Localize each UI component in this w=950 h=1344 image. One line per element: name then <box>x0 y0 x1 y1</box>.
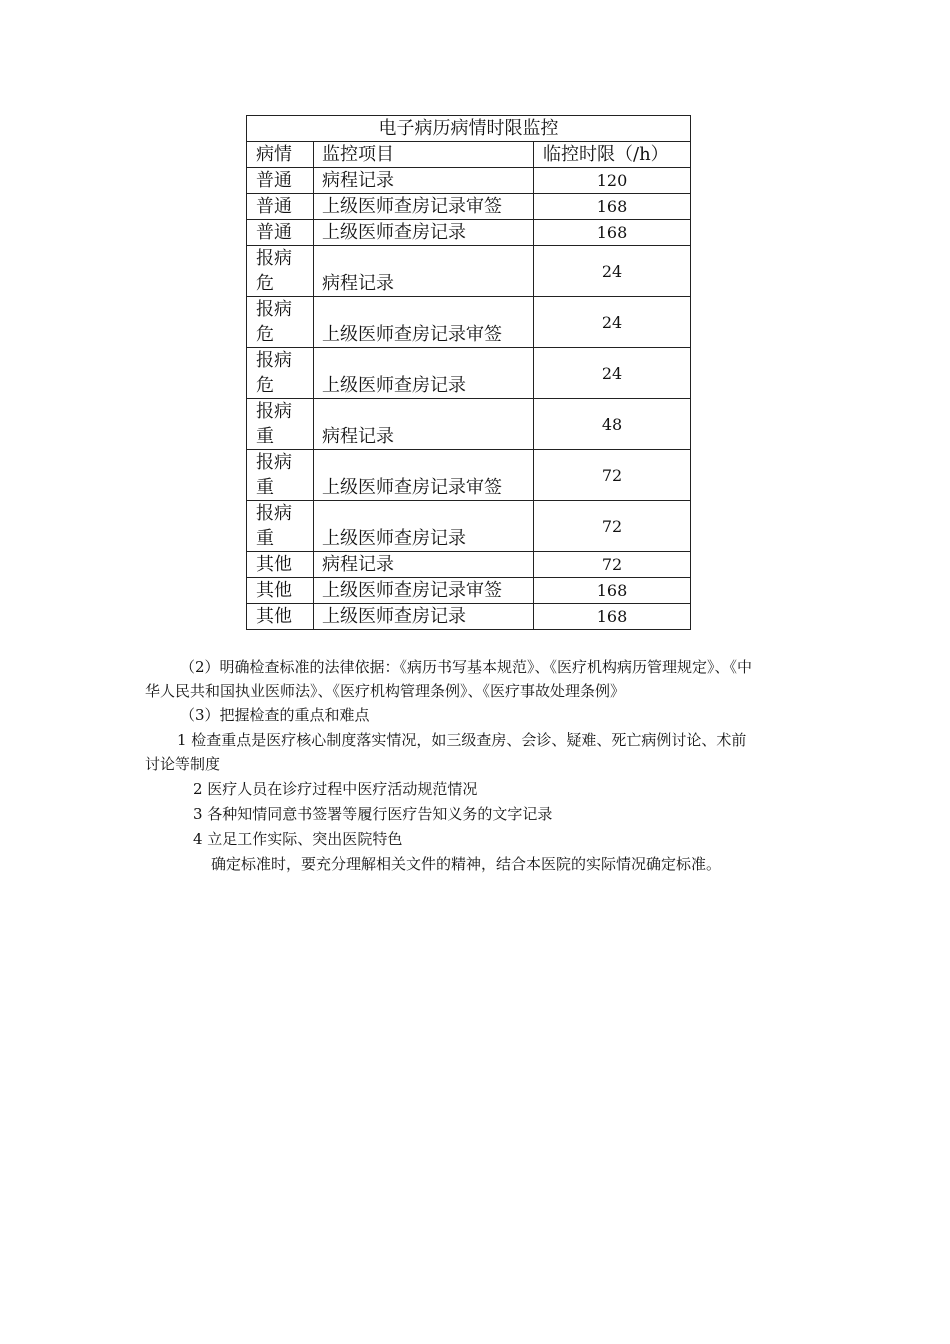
condition-line: 危 <box>256 273 274 294</box>
row-limit: 168 <box>534 194 691 220</box>
legal-basis-line2: 华人民共和国执业医师法》、《医疗机构管理条例》、《医疗事故处理条例》 <box>145 682 626 700</box>
row-limit: 72 <box>534 552 691 578</box>
header-limit: 临控时限（/h） <box>534 142 691 168</box>
row-limit: 120 <box>534 168 691 194</box>
table-row <box>247 246 691 297</box>
table-header-row <box>247 142 691 168</box>
row-limit: 72 <box>534 501 691 552</box>
table-row <box>247 220 691 246</box>
row-condition: 普通 <box>247 194 314 220</box>
table-row <box>247 194 691 220</box>
row-item: 病程记录 <box>314 399 534 450</box>
focus-item-4: 4 立足工作实际、突出医院特色 <box>193 830 403 848</box>
row-condition <box>247 246 314 297</box>
row-limit: 168 <box>534 578 691 604</box>
row-condition <box>247 348 314 399</box>
row-limit: 168 <box>534 604 691 630</box>
row-condition <box>247 399 314 450</box>
row-limit: 24 <box>534 348 691 399</box>
condition-line: 重 <box>256 426 274 447</box>
row-condition <box>247 501 314 552</box>
row-limit: 72 <box>534 450 691 501</box>
condition-line: 报病 <box>256 401 292 422</box>
condition-line: 重 <box>256 477 274 498</box>
focus-item-3: 3 各种知情同意书签署等履行医疗告知义务的文字记录 <box>193 805 553 823</box>
legal-basis-line1: （2）明确检查标准的法律依据：《病历书写基本规范》、《医疗机构病历管理规定》、《中 <box>180 658 753 676</box>
focus-heading: （3）把握检查的重点和难点 <box>180 706 370 724</box>
row-condition <box>247 450 314 501</box>
condition-line: 危 <box>256 375 274 396</box>
focus-item-1-line1: 1 检查重点是医疗核心制度落实情况，如三级查房、会诊、疑难、死亡病例讨论、术前 <box>177 731 747 749</box>
focus-item-1-line2: 讨论等制度 <box>145 755 221 773</box>
row-item: 上级医师查房记录 <box>314 220 534 246</box>
table-row <box>247 399 691 450</box>
table-row <box>247 501 691 552</box>
row-item: 病程记录 <box>314 552 534 578</box>
conclusion-text: 确定标准时，要充分理解相关文件的精神，结合本医院的实际情况确定标准。 <box>211 855 722 873</box>
row-item: 病程记录 <box>314 168 534 194</box>
row-item: 上级医师查房记录审签 <box>314 578 534 604</box>
row-item: 上级医师查房记录审签 <box>314 450 534 501</box>
row-item: 上级医师查房记录 <box>314 604 534 630</box>
condition-line: 报病 <box>256 350 292 371</box>
row-condition: 其他 <box>247 552 314 578</box>
table-row <box>247 552 691 578</box>
condition-line: 重 <box>256 528 274 549</box>
table-row <box>247 604 691 630</box>
row-limit: 168 <box>534 220 691 246</box>
condition-line: 危 <box>256 324 274 345</box>
row-condition: 其他 <box>247 604 314 630</box>
table-row <box>247 578 691 604</box>
row-condition: 普通 <box>247 168 314 194</box>
row-item: 上级医师查房记录审签 <box>314 194 534 220</box>
condition-line: 报病 <box>256 503 292 524</box>
table-row <box>247 348 691 399</box>
row-item: 病程记录 <box>314 246 534 297</box>
row-condition: 其他 <box>247 578 314 604</box>
condition-line: 报病 <box>256 299 292 320</box>
row-limit: 24 <box>534 297 691 348</box>
row-item: 上级医师查房记录 <box>314 501 534 552</box>
header-condition: 病情 <box>247 142 314 168</box>
time-limit-table <box>246 115 691 630</box>
row-item: 上级医师查房记录 <box>314 348 534 399</box>
table-row <box>247 450 691 501</box>
table-caption: 电子病历病情时限监控 <box>247 116 691 142</box>
table-row <box>247 168 691 194</box>
row-limit: 48 <box>534 399 691 450</box>
row-item: 上级医师查房记录审签 <box>314 297 534 348</box>
row-condition <box>247 297 314 348</box>
row-limit: 24 <box>534 246 691 297</box>
header-item: 监控项目 <box>314 142 534 168</box>
table-row <box>247 297 691 348</box>
condition-line: 报病 <box>256 248 292 269</box>
row-condition: 普通 <box>247 220 314 246</box>
focus-item-2: 2 医疗人员在诊疗过程中医疗活动规范情况 <box>193 780 478 798</box>
condition-line: 报病 <box>256 452 292 473</box>
